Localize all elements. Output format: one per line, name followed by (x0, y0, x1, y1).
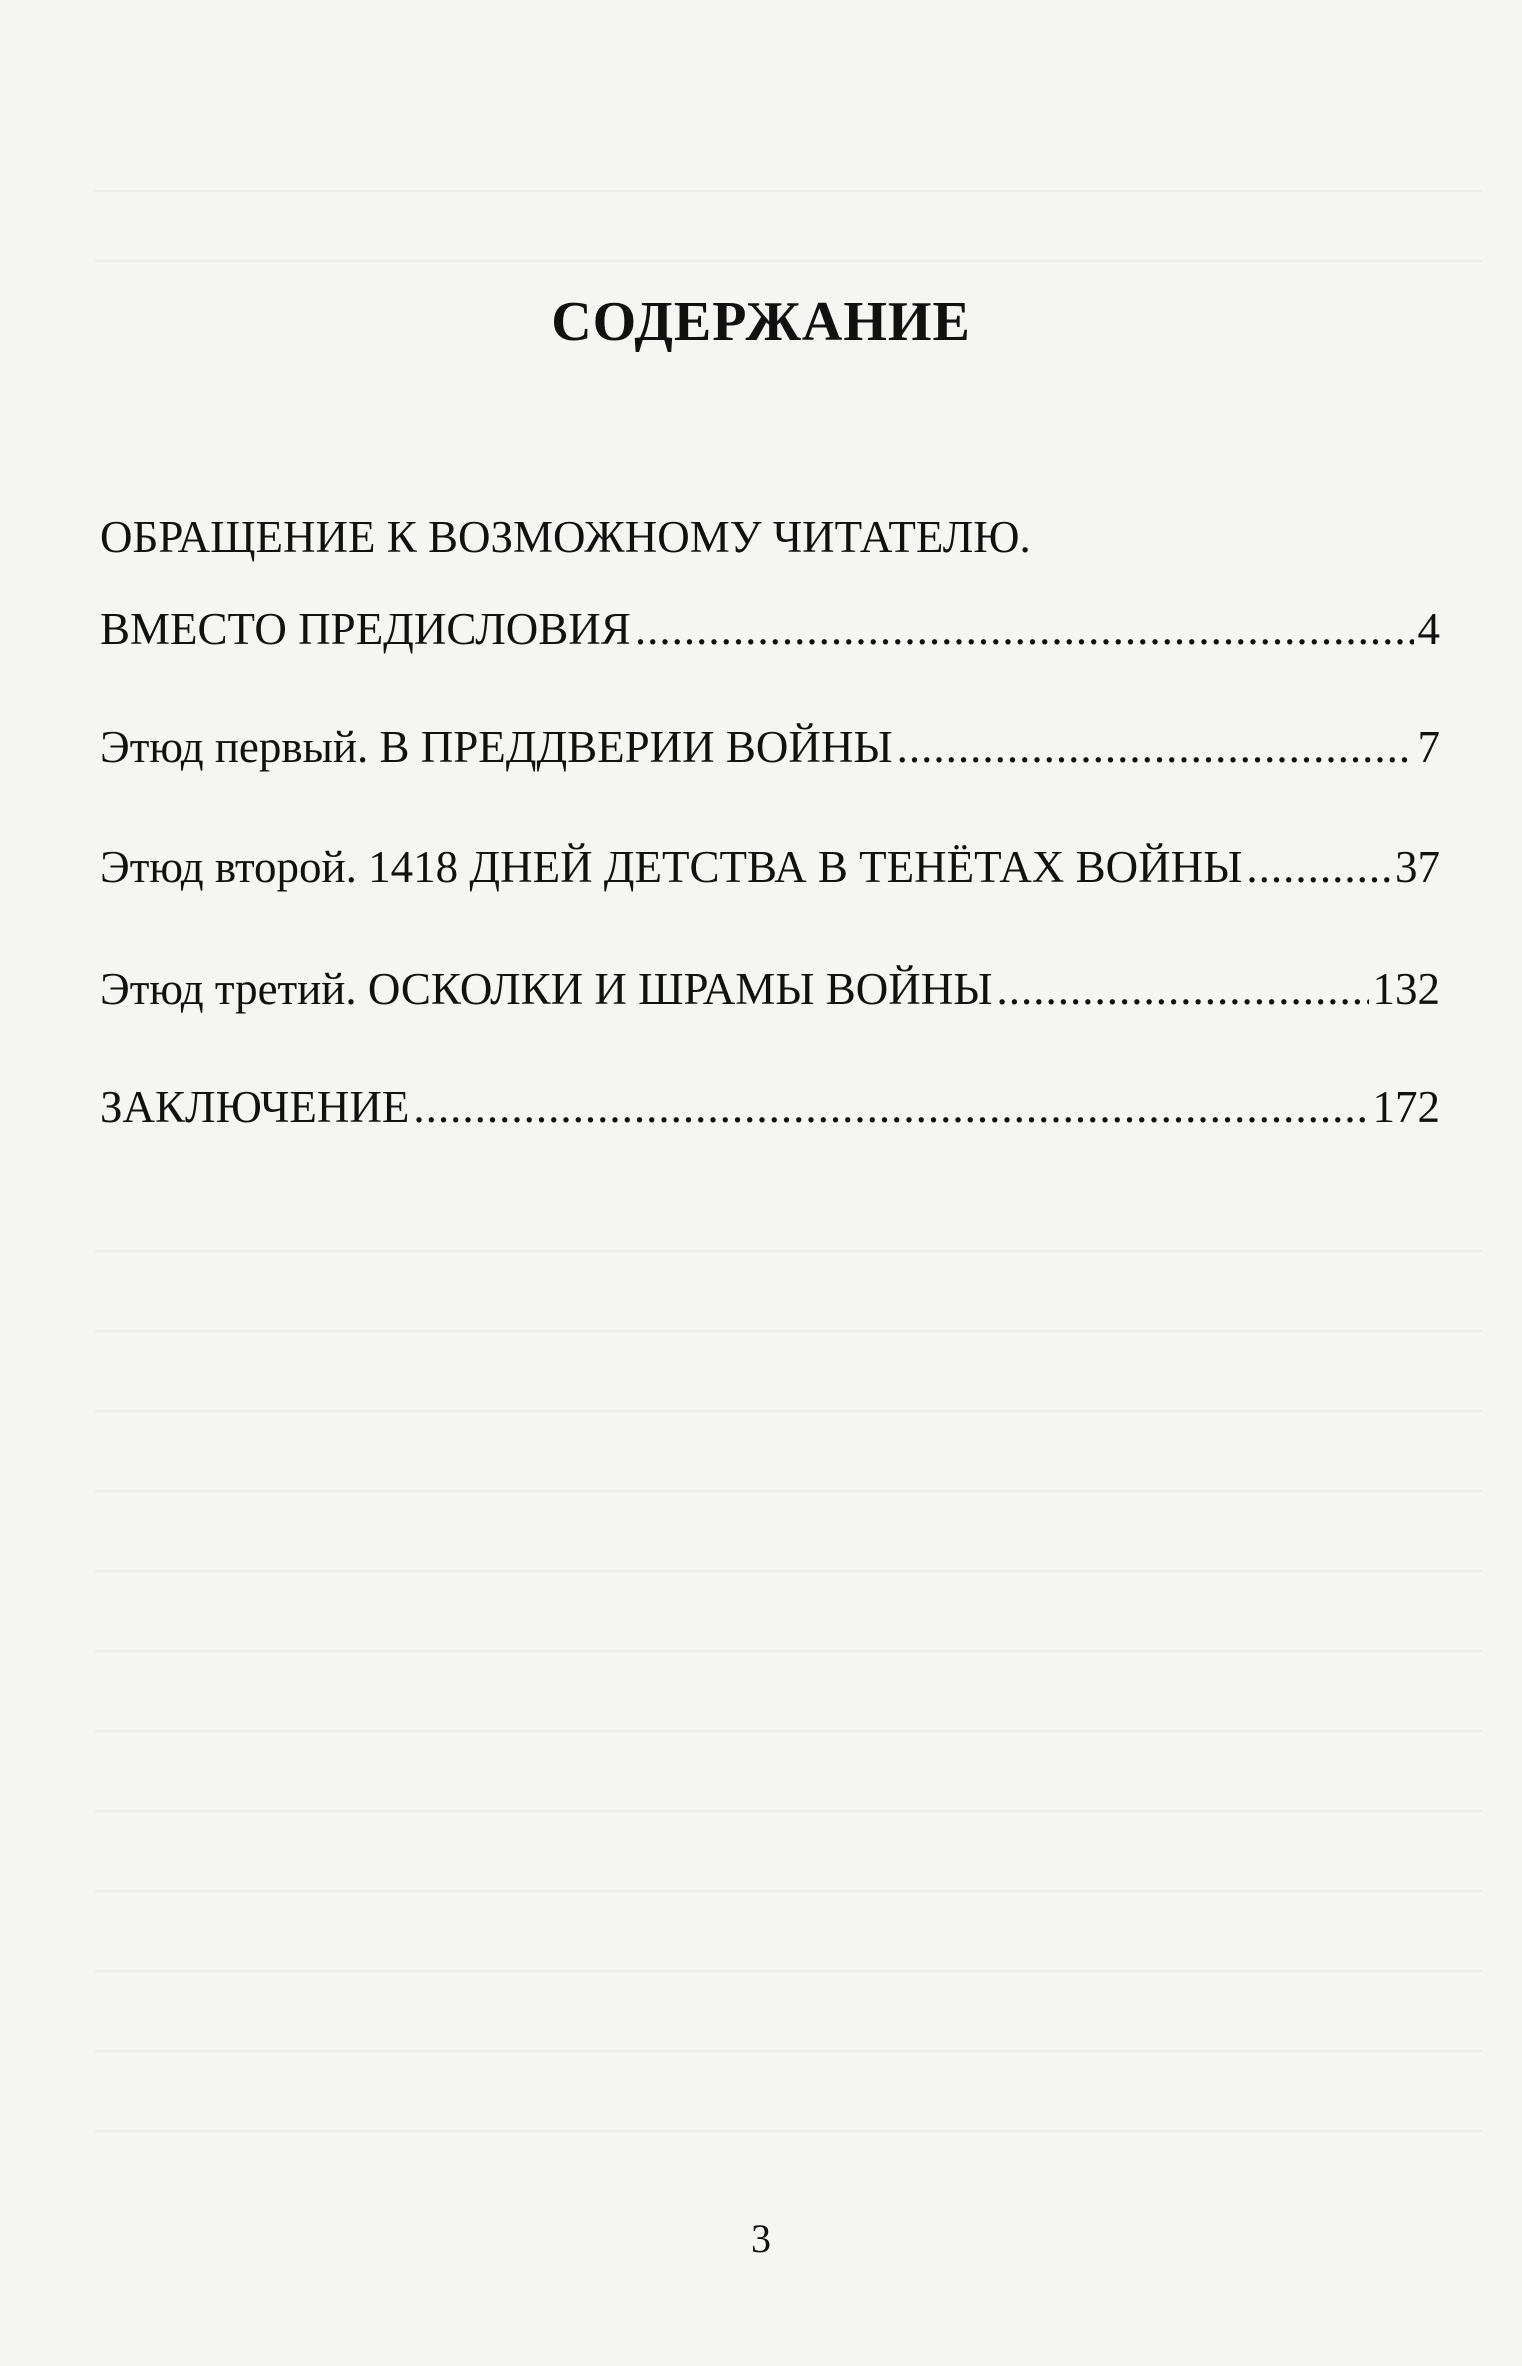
toc-entry-title: Этюд первый. В ПРЕДДВЕРИИ ВОЙНЫ (100, 722, 893, 772)
toc-page-number: 172 (1372, 1082, 1440, 1132)
dot-leader (997, 962, 1369, 1016)
toc-page-number: 37 (1395, 842, 1440, 892)
toc-entry-title-continued: ВМЕСТО ПРЕДИСЛОВИЯ (100, 604, 631, 654)
bleed-through-line (95, 1410, 1482, 1412)
toc-entry-etude-2[interactable] (100, 840, 1440, 894)
dot-leader (1246, 840, 1391, 894)
dot-leader (897, 720, 1414, 774)
bleed-through-line (95, 1730, 1482, 1732)
toc-entry-title: ОБРАЩЕНИЕ К ВОЗМОЖНОМУ ЧИТАТЕЛЮ. (100, 512, 1031, 562)
toc-page-number: 7 (1417, 722, 1440, 772)
bleed-through-line (95, 260, 1482, 262)
page-number: 3 (751, 2216, 771, 2261)
toc-entry-preface[interactable] (100, 510, 1440, 656)
toc-entry-title: Этюд второй. 1418 ДНЕЙ ДЕТСТВА В ТЕНЁТАХ ВОЙНЫ (100, 842, 1243, 892)
toc-entry-etude-1[interactable] (100, 720, 1440, 774)
toc-page-number: 132 (1372, 964, 1440, 1014)
bleed-through-line (95, 1330, 1482, 1332)
bleed-through-line (95, 1810, 1482, 1812)
bleed-through-line (95, 1570, 1482, 1572)
bleed-through-line (95, 1970, 1482, 1972)
bleed-through-line (95, 2050, 1482, 2052)
bleed-through-line (95, 1650, 1482, 1652)
bleed-through-line (95, 190, 1482, 192)
dot-leader (635, 602, 1414, 656)
toc-entry-conclusion[interactable] (100, 1080, 1440, 1134)
dot-leader (413, 1080, 1368, 1134)
page-title: СОДЕРЖАНИЕ (551, 291, 971, 353)
toc-entry-etude-3[interactable] (100, 962, 1440, 1016)
bleed-through-line (95, 2130, 1482, 2132)
bleed-through-line (95, 1490, 1482, 1492)
toc-page-number: 4 (1417, 604, 1440, 654)
bleed-through-line (95, 1890, 1482, 1892)
toc-entry-title: Этюд третий. ОСКОЛКИ И ШРАМЫ ВОЙНЫ (100, 964, 993, 1014)
toc-entry-title: ЗАКЛЮЧЕНИЕ (100, 1082, 410, 1132)
bleed-through-line (95, 1250, 1482, 1252)
